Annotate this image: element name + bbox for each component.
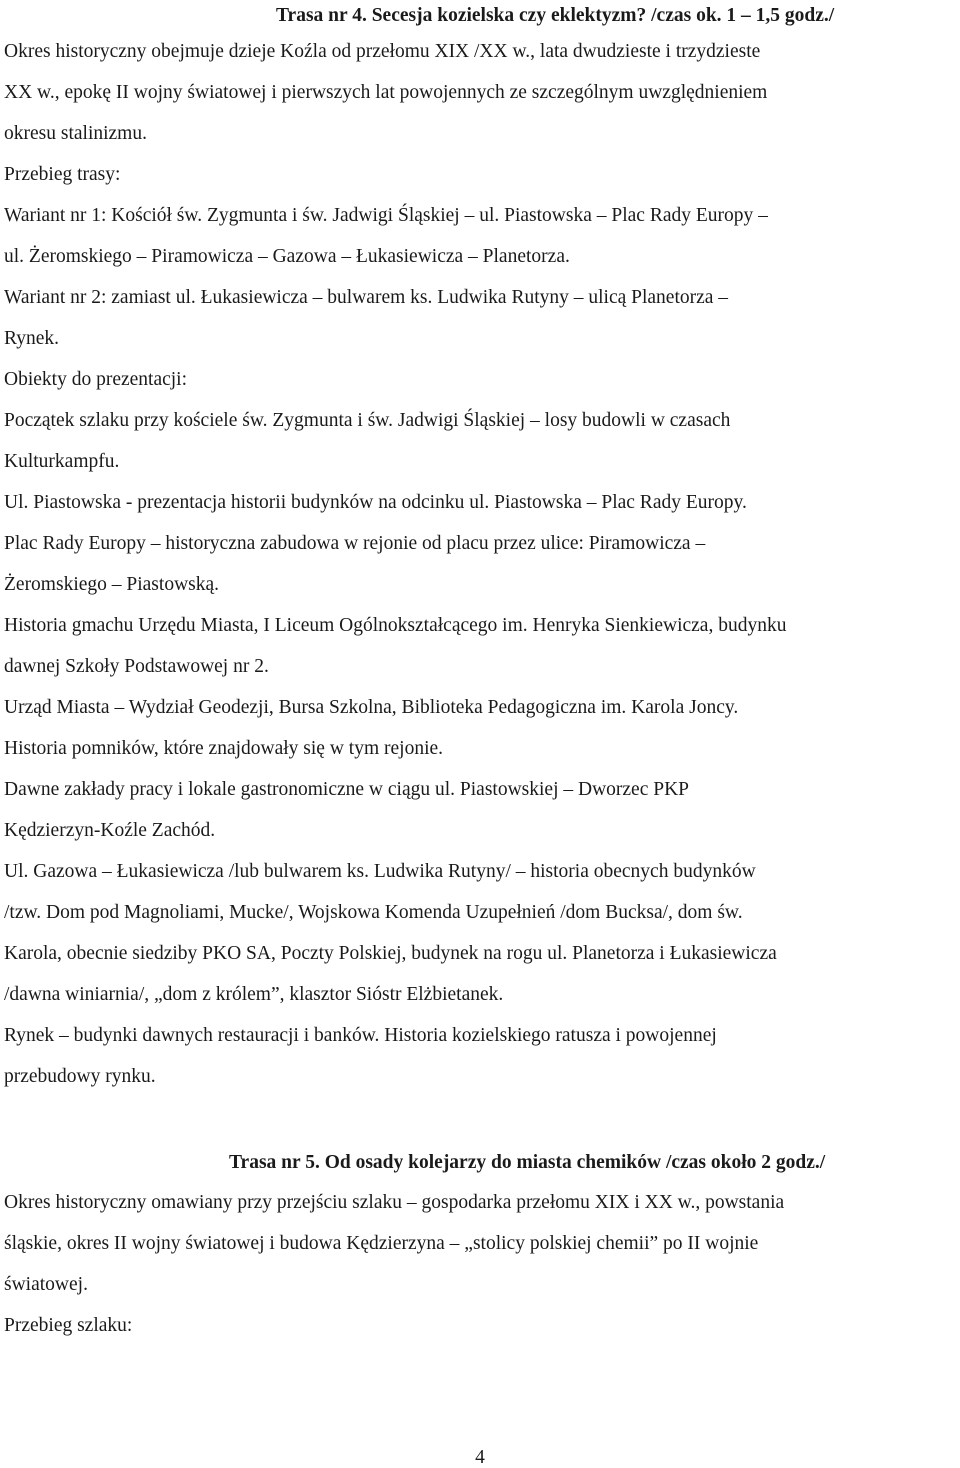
route5-line: śląskie, okres II wojny światowej i budowa Kędzierzyna – „stolicy polskiej chemii” po II wojnie xyxy=(4,1233,759,1254)
route4-line: Kulturkampfu. xyxy=(4,451,120,472)
route4-line: Wariant nr 2: zamiast ul. Łukasiewicza – bulwarem ks. Ludwika Rutyny – ulicą Planetorza – xyxy=(4,287,729,308)
route5-line: Okres historyczny omawiany przy przejściu szlaku – gospodarka przełomu XIX i XX w., powstania xyxy=(4,1192,785,1213)
route4-line: dawnej Szkoły Podstawowej nr 2. xyxy=(4,656,269,677)
route4-line: okresu stalinizmu. xyxy=(4,123,147,144)
route4-line: XX w., epokę II wojny światowej i pierwszych lat powojennych ze szczególnym uwzględnieniem xyxy=(4,82,768,103)
route4-line: Historia gmachu Urzędu Miasta, I Liceum Ogólnokształcącego im. Henryka Sienkiewicza, budynku xyxy=(4,615,787,636)
route-section-label: Przebieg szlaku: xyxy=(4,1315,133,1336)
route4-heading: Trasa nr 4. Secesja kozielska czy eklektyzm? /czas ok. 1 – 1,5 godz./ xyxy=(276,5,835,26)
route4-line: /dawna winiarnia/, „dom z królem”, klasztor Sióstr Elżbietanek. xyxy=(4,984,504,1005)
route4-line: przebudowy rynku. xyxy=(4,1066,156,1087)
route5-heading: Trasa nr 5. Od osady kolejarzy do miasta chemików /czas około 2 godz./ xyxy=(229,1152,826,1173)
route4-line: Początek szlaku przy kościele św. Zygmunta i św. Jadwigi Śląskiej – losy budowli w czasach xyxy=(4,410,731,431)
route4-line: Dawne zakłady pracy i lokale gastronomiczne w ciągu ul. Piastowskiej – Dworzec PKP xyxy=(4,779,690,800)
route-section-label: Przebieg trasy: xyxy=(4,164,121,185)
route4-line: Urząd Miasta – Wydział Geodezji, Bursa Szkolna, Biblioteka Pedagogiczna im. Karola Joncy. xyxy=(4,697,739,718)
route4-line: Ul. Gazowa – Łukasiewicza /lub bulwarem ks. Ludwika Rutyny/ – historia obecnych budynków xyxy=(4,861,756,882)
route4-line: ul. Żeromskiego – Piramowicza – Gazowa – Łukasiewicza – Planetorza. xyxy=(4,246,570,267)
page-number: 4 xyxy=(475,1447,485,1468)
route4-line: /tzw. Dom pod Magnoliami, Mucke/, Wojskowa Komenda Uzupełnień /dom Bucksa/, dom św. xyxy=(4,902,743,923)
objects-section-label: Obiekty do prezentacji: xyxy=(4,369,188,390)
route4-line: Plac Rady Europy – historyczna zabudowa w rejonie od placu przez ulice: Piramowicza – xyxy=(4,533,706,554)
route4-line: Rynek – budynki dawnych restauracji i banków. Historia kozielskiego ratusza i powojennej xyxy=(4,1025,717,1046)
route4-line: Kędzierzyn-Koźle Zachód. xyxy=(4,820,216,841)
route4-line: Żeromskiego – Piastowską. xyxy=(4,574,220,595)
route4-line: Rynek. xyxy=(4,328,60,349)
route4-line: Okres historyczny obejmuje dzieje Koźla od przełomu XIX /XX w., lata dwudzieste i trzydzieste xyxy=(4,41,761,62)
route5-line: światowej. xyxy=(4,1274,88,1295)
route4-line: Historia pomników, które znajdowały się w tym rejonie. xyxy=(4,738,444,759)
route4-line: Karola, obecnie siedziby PKO SA, Poczty Polskiej, budynek na rogu ul. Planetorza i Łukasiewicza xyxy=(4,943,777,964)
route4-line: Wariant nr 1: Kościół św. Zygmunta i św. Jadwigi Śląskiej – ul. Piastowska – Plac Rady Europy – xyxy=(4,205,768,226)
route4-line: Ul. Piastowska - prezentacja historii budynków na odcinku ul. Piastowska – Plac Rady Europy. xyxy=(4,492,747,513)
